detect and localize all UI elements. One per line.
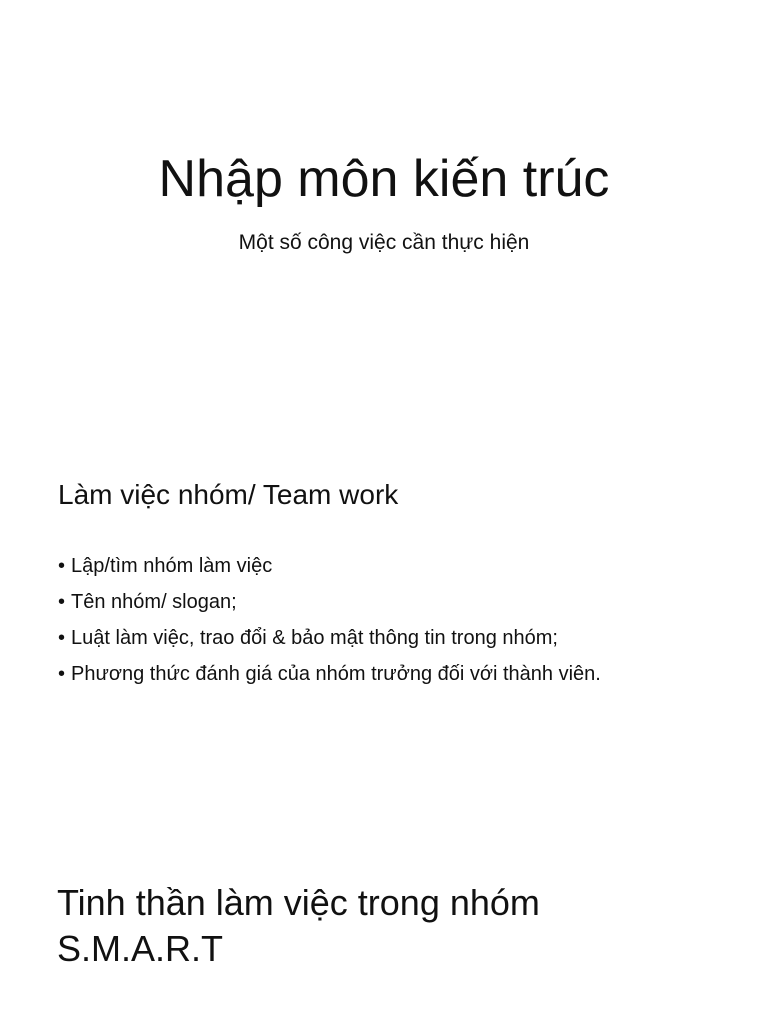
slide-title: Nhập môn kiến trúc [158,150,610,208]
slide-heading: Làm việc nhóm/ Team work [58,479,399,510]
smart-slide [0,860,768,1024]
title-slide [0,0,768,400]
bullet-item: • Luật làm việc, trao đổi & bảo mật thông tin trong nhóm; [58,620,601,656]
bullet-item: • Tên nhóm/ slogan; [58,584,601,620]
slide-heading [57,880,540,972]
team-work-slide [0,440,768,740]
smart-acronym: S.M.A.R.T [57,928,224,969]
bullet-list [58,548,601,692]
bullet-item: • Phương thức đánh giá của nhóm trưởng đối với thành viên. [58,656,601,692]
slide-subtitle: Một số công việc cần thực hiện [238,231,530,254]
slide-heading-line: Tinh thần làm việc trong nhóm [57,882,540,923]
bullet-item: • Lập/tìm nhóm làm việc [58,548,601,584]
